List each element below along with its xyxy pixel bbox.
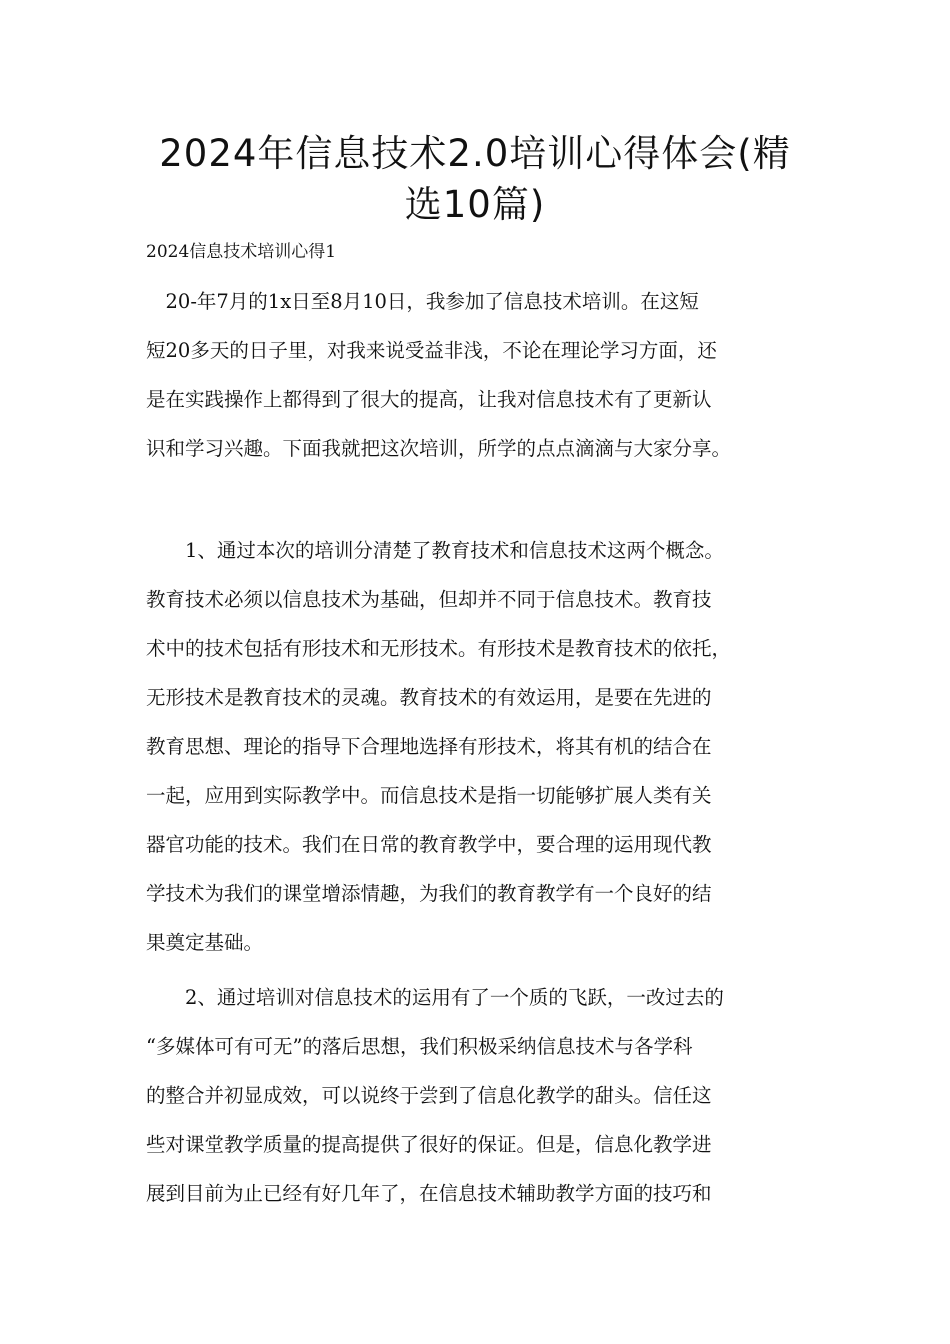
paragraph-line: 器官功能的技术。我们在日常的教育教学中，要合理的运用现代教 [146, 833, 712, 856]
paragraph-line: 学技术为我们的课堂增添情趣，为我们的教育教学有一个良好的结 [146, 882, 712, 905]
paragraph-line: 1、通过本次的培训分清楚了教育技术和信息技术这两个概念。 [146, 539, 724, 562]
paragraph-line: 教育技术必须以信息技术为基础，但却并不同于信息技术。教育技 [146, 588, 712, 611]
paragraph-line: 短20多天的日子里，对我来说受益非浅，不论在理论学习方面，还 [146, 339, 717, 362]
paragraph-line: 20-年7月的1x日至8月10日，我参加了信息技术培训。在这短 [146, 290, 699, 313]
paragraph-line: 2、通过培训对信息技术的运用有了一个质的飞跃，一改过去的 [146, 986, 724, 1009]
paragraph-line: 展到目前为止已经有好几年了，在信息技术辅助教学方面的技巧和 [146, 1182, 712, 1205]
paragraph-line: 教育思想、理论的指导下合理地选择有形技术，将其有机的结合在 [146, 735, 712, 758]
paragraph-line: 识和学习兴趣。下面我就把这次培训，所学的点点滴滴与大家分享。 [146, 437, 732, 460]
paragraph-line: 是在实践操作上都得到了很大的提高，让我对信息技术有了更新认 [146, 388, 712, 411]
paragraph-line: 无形技术是教育技术的灵魂。教育技术的有效运用，是要在先进的 [146, 686, 712, 709]
paragraph-line: 一起，应用到实际教学中。而信息技术是指一切能够扩展人类有关 [146, 784, 712, 807]
paragraph-line: 术中的技术包括有形技术和无形技术。有形技术是教育技术的依托， [146, 637, 732, 660]
paragraph-line: 些对课堂教学质量的提高提供了很好的保证。但是，信息化教学进 [146, 1133, 712, 1156]
paragraph-line: 的整合并初显成效，可以说终于尝到了信息化教学的甜头。信任这 [146, 1084, 712, 1107]
document-title-line-1: 2024年信息技术2.0培训心得体会(精 [159, 132, 791, 175]
document-title-line-2: 选10篇) [404, 183, 546, 226]
section-heading: 2024信息技术培训心得1 [146, 242, 337, 262]
paragraph-line: 果奠定基础。 [146, 931, 264, 954]
paragraph-line: “多媒体可有可无”的落后思想，我们积极采纳信息技术与各学科 [146, 1035, 693, 1058]
